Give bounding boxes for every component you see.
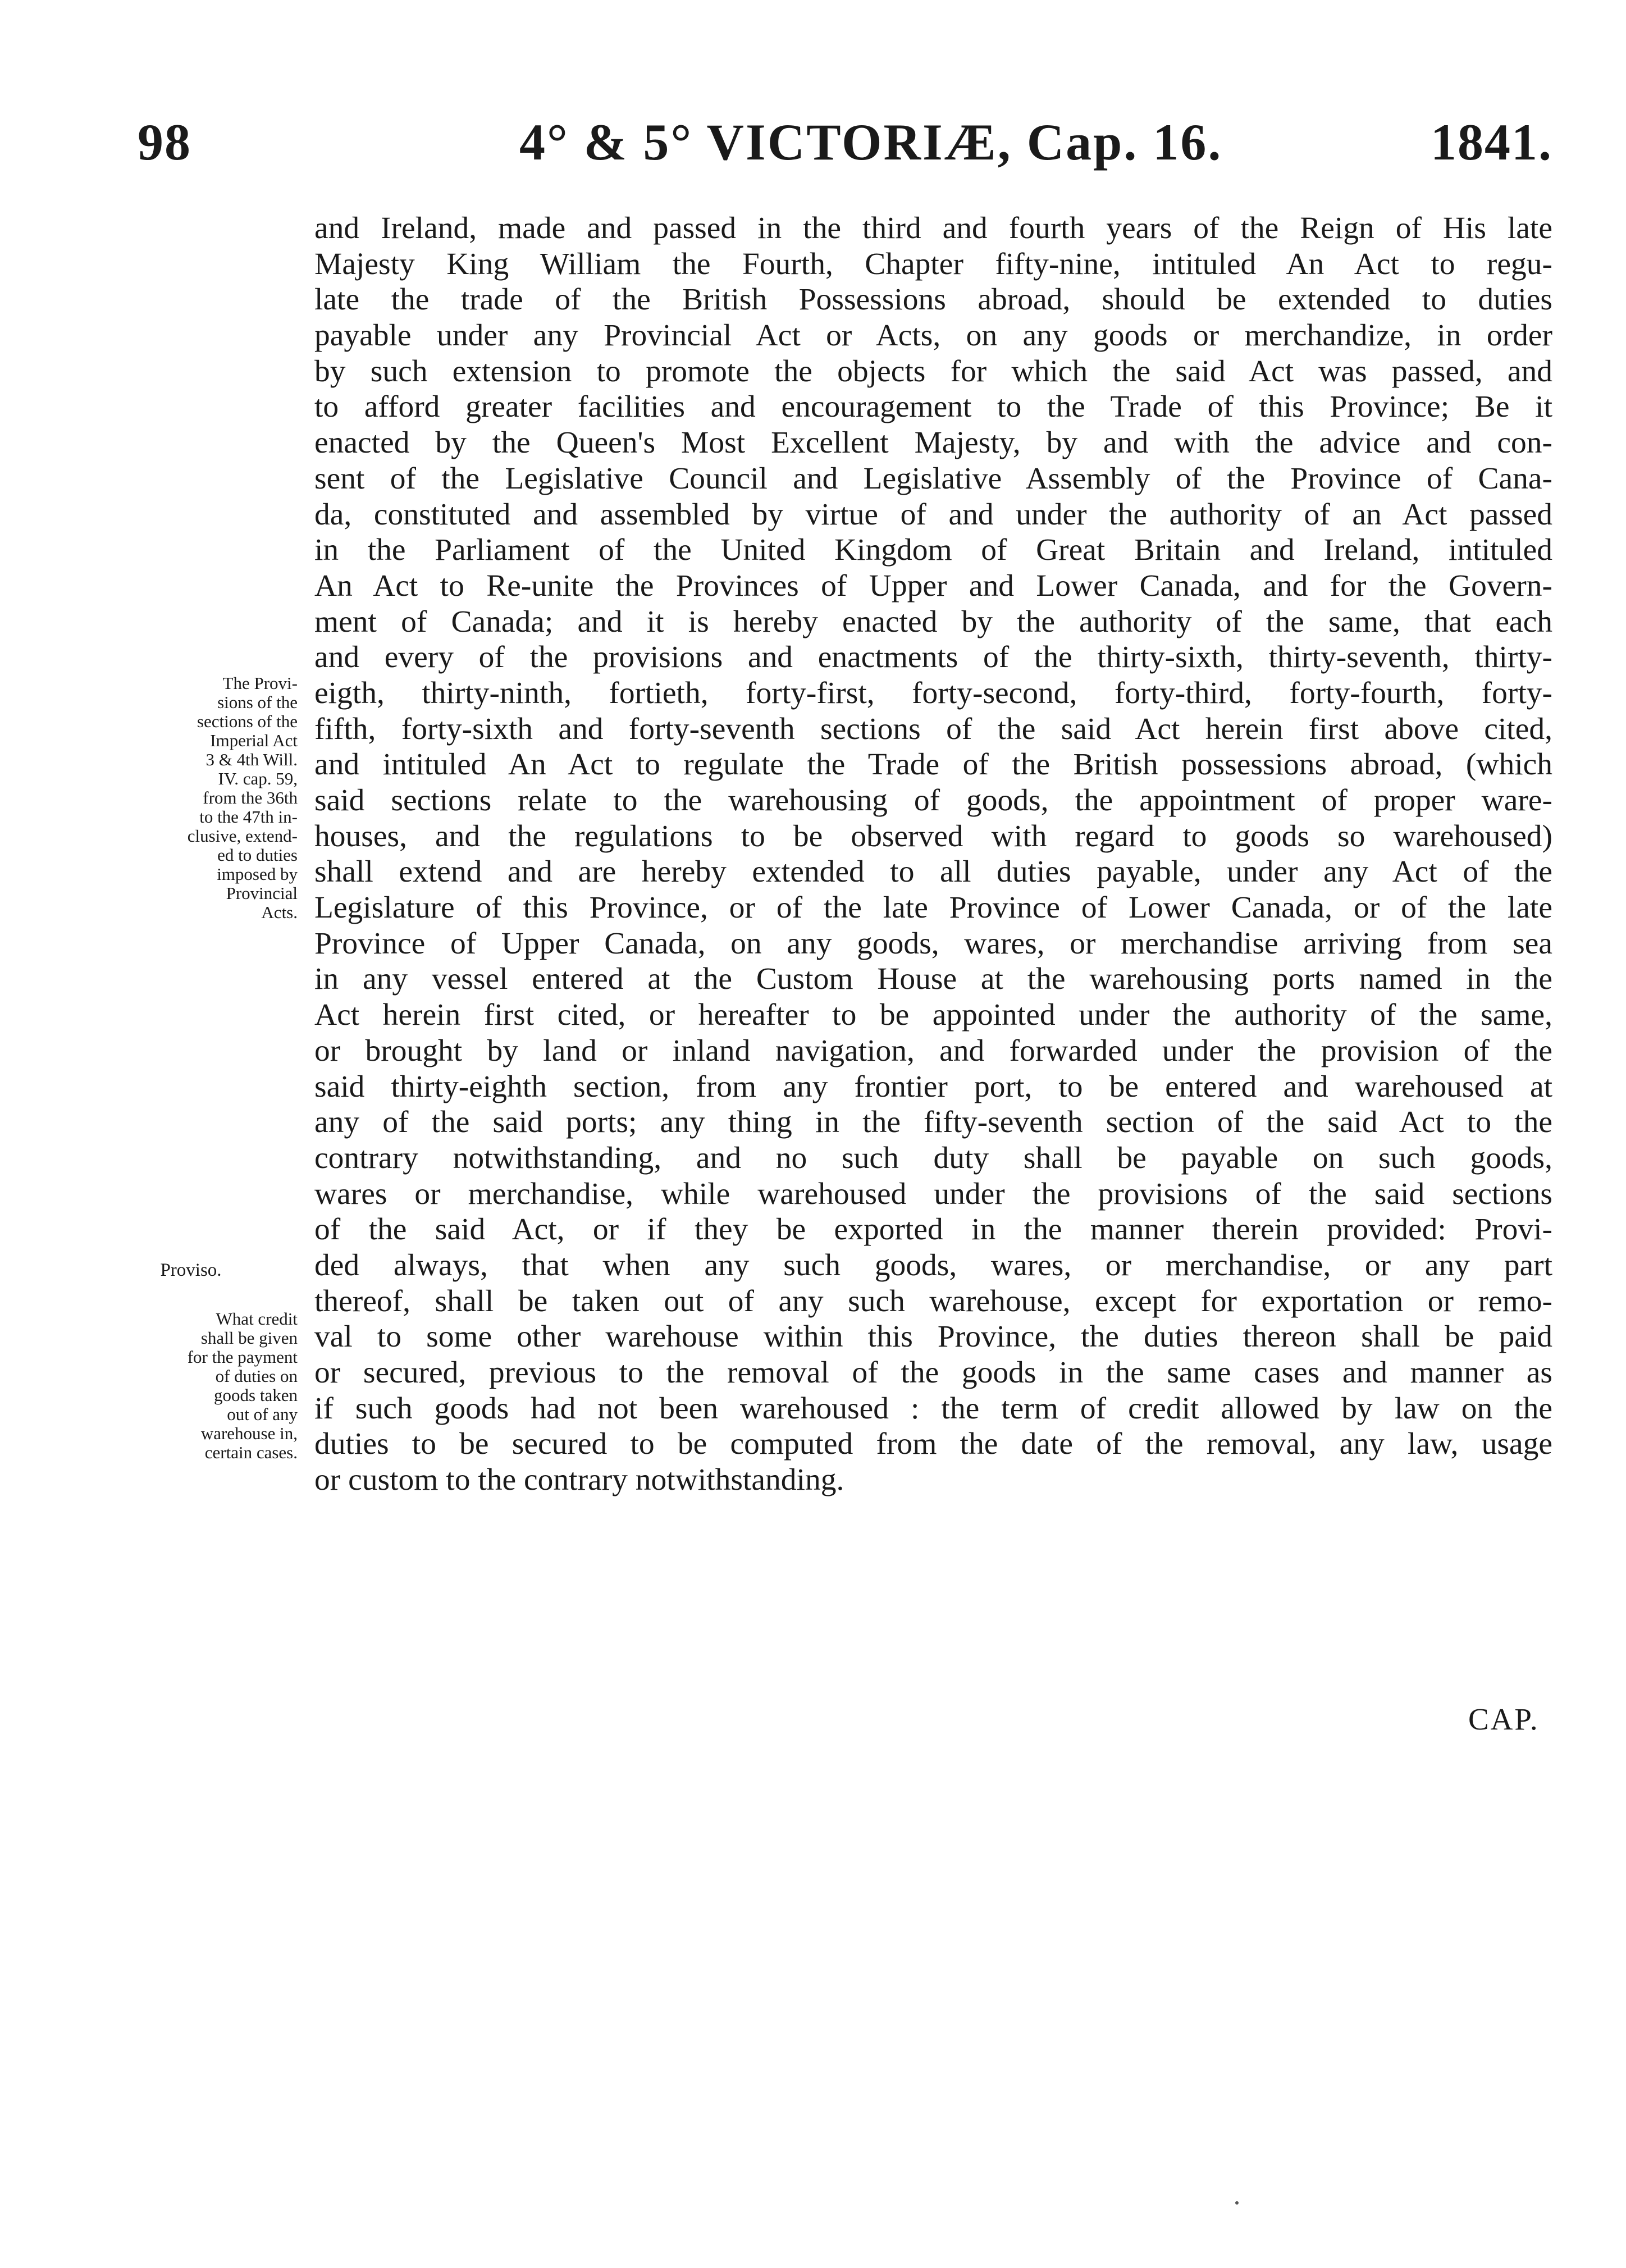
body-line: houses, and the regulations to be observed with regard to goods so warehoused) bbox=[314, 819, 1552, 854]
body-line: eigth, thirty-ninth, fortieth, forty-first, forty-second, forty-third, forty-fourth, forty- bbox=[314, 676, 1552, 710]
margin-note-line: sections of the bbox=[197, 711, 298, 731]
body-line: or custom to the contrary notwithstanding. bbox=[314, 1463, 844, 1498]
body-line: if such goods had not been warehoused : the term of credit allowed by law on the bbox=[314, 1391, 1552, 1426]
body-line: and Ireland, made and passed in the third and fourth years of the Reign of His late bbox=[314, 211, 1552, 245]
body-line: Majesty King William the Fourth, Chapter fifty-nine, intituled An Act to regu- bbox=[314, 247, 1552, 281]
body-line: Province of Upper Canada, on any goods, wares, or merchandise arriving from sea bbox=[314, 926, 1552, 961]
margin-note-line: What credit bbox=[216, 1309, 298, 1329]
body-line: and intituled An Act to regulate the Trade of the British possessions abroad, (which bbox=[314, 747, 1552, 782]
margin-note-line: imposed by bbox=[217, 864, 298, 884]
print-speck bbox=[1235, 2201, 1239, 2205]
margin-note-line: from the 36th bbox=[203, 788, 298, 807]
margin-note-proviso: Proviso. bbox=[160, 1260, 222, 1280]
statute-body bbox=[314, 211, 1552, 1498]
body-line: fifth, forty-sixth and forty-seventh sections of the said Act herein first above cited, bbox=[314, 711, 1552, 746]
body-line: any of the said ports; any thing in the fifty-seventh section of the said Act to the bbox=[314, 1105, 1552, 1140]
body-line: Legislature of this Province, or of the late Province of Lower Canada, or of the late bbox=[314, 891, 1552, 925]
body-line: late the trade of the British Possessions abroad, should be extended to duties bbox=[314, 282, 1552, 317]
body-line: in the Parliament of the United Kingdom of Great Britain and Ireland, intituled bbox=[314, 533, 1552, 568]
margin-note-line: to the 47th in- bbox=[199, 807, 298, 827]
margin-note-line: for the payment bbox=[187, 1347, 298, 1367]
margin-note-line: certain cases. bbox=[204, 1443, 298, 1462]
body-line: da, constituted and assembled by virtue of and under the authority of an Act passed bbox=[314, 497, 1552, 532]
body-line: contrary notwithstanding, and no such duty shall be payable on such goods, bbox=[314, 1140, 1552, 1175]
margin-note-line: out of any bbox=[227, 1404, 298, 1424]
margin-note-line: 3 & 4th Will. bbox=[205, 750, 298, 769]
margin-note-line: The Provi- bbox=[222, 673, 298, 693]
body-line: by such extension to promote the objects for which the said Act was passed, and bbox=[314, 354, 1552, 389]
body-line: or secured, previous to the removal of the goods in the same cases and manner as bbox=[314, 1356, 1552, 1390]
body-line: or brought by land or inland navigation, and forwarded under the provision of the bbox=[314, 1033, 1552, 1068]
body-line: sent of the Legislative Council and Legislative Assembly of the Province of Cana- bbox=[314, 461, 1552, 496]
margin-note-line: IV. cap. 59, bbox=[218, 769, 298, 788]
body-line: and every of the provisions and enactments of the thirty-sixth, thirty-seventh, thirty- bbox=[314, 640, 1552, 675]
body-line: in any vessel entered at the Custom House at the warehousing ports named in the bbox=[314, 962, 1552, 997]
body-line: enacted by the Queen's Most Excellent Majesty, by and with the advice and con- bbox=[314, 426, 1552, 460]
page-header bbox=[138, 112, 1552, 180]
body-line: thereof, shall be taken out of any such warehouse, except for exportation or remo- bbox=[314, 1284, 1552, 1318]
body-line: ment of Canada; and it is hereby enacted by the authority of the same, that each bbox=[314, 604, 1552, 639]
margin-note-line: clusive, extend- bbox=[187, 826, 298, 846]
body-line: duties to be secured to be computed from the date of the removal, any law, usage bbox=[314, 1427, 1552, 1462]
margin-note-line: Provincial bbox=[226, 883, 298, 903]
body-line: ded always, that when any such goods, wares, or merchandise, or any part bbox=[314, 1248, 1552, 1283]
margin-note-line: shall be given bbox=[200, 1328, 298, 1348]
margin-note-credit bbox=[124, 1309, 298, 1462]
margin-note-line: goods taken bbox=[214, 1385, 298, 1405]
margin-note-line: of duties on bbox=[215, 1366, 298, 1386]
body-line: said sections relate to the warehousing of goods, the appointment of proper ware- bbox=[314, 783, 1552, 818]
body-line: An Act to Re-unite the Provinces of Upper and Lower Canada, and for the Govern- bbox=[314, 568, 1552, 603]
body-line: val to some other warehouse within this Province, the duties thereon shall be paid bbox=[314, 1320, 1552, 1354]
year: 1841. bbox=[1431, 113, 1552, 171]
page-number: 98 bbox=[138, 113, 191, 171]
body-line: Act herein first cited, or hereafter to be appointed under the authority of the same, bbox=[314, 998, 1552, 1033]
margin-note-line: Imperial Act bbox=[210, 731, 298, 750]
body-line: shall extend and are hereby extended to all duties payable, under any Act of the bbox=[314, 855, 1552, 889]
body-line: said thirty-eighth section, from any frontier port, to be entered and warehoused at bbox=[314, 1069, 1552, 1104]
margin-note-line: warehouse in, bbox=[200, 1423, 298, 1443]
body-line: wares or merchandise, while warehoused under the provisions of the said sections bbox=[314, 1176, 1552, 1211]
body-line: to afford greater facilities and encouragement to the Trade of this Province; Be it bbox=[314, 390, 1552, 425]
body-line: of the said Act, or if they be exported in the manner therein provided: Provi- bbox=[314, 1212, 1552, 1247]
margin-note-line: ed to duties bbox=[217, 845, 298, 865]
margin-note-line: sions of the bbox=[217, 692, 298, 712]
body-line: payable under any Provincial Act or Acts, on any goods or merchandize, in order bbox=[314, 318, 1552, 353]
catchword: CAP. bbox=[1468, 1702, 1540, 1736]
margin-note-provisions bbox=[135, 674, 298, 922]
margin-note-line: Acts. bbox=[261, 902, 298, 922]
running-title: 4° & 5° VICTORIÆ, Cap. 16. bbox=[519, 113, 1223, 171]
